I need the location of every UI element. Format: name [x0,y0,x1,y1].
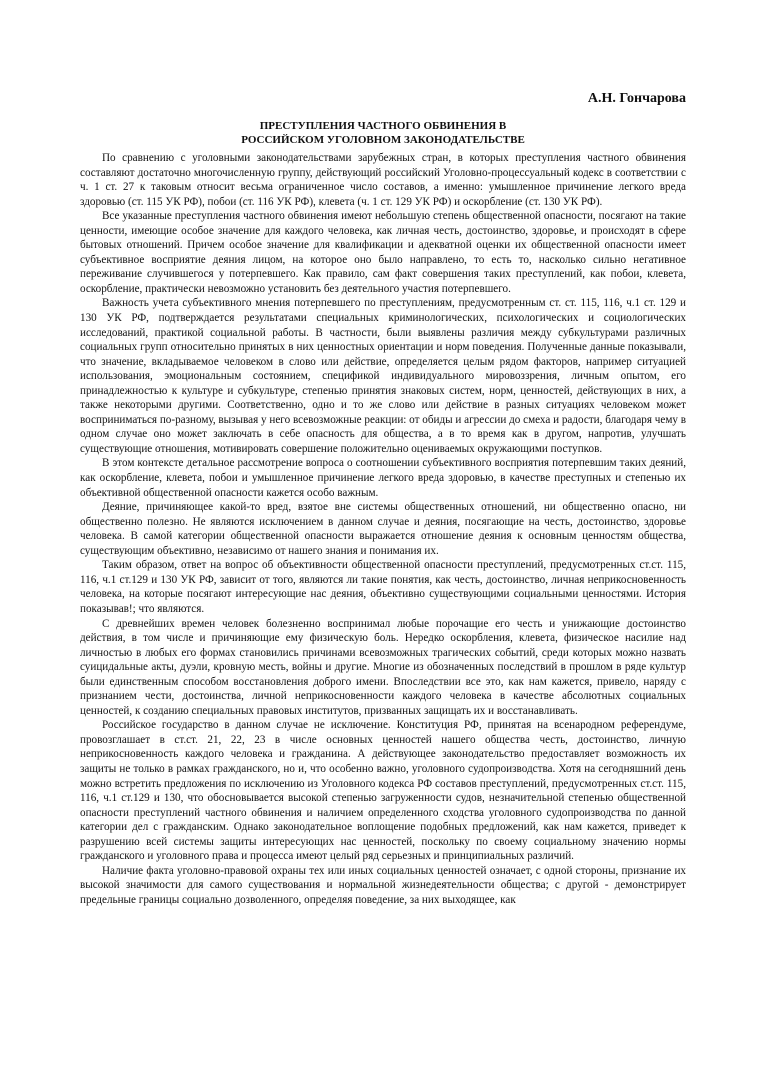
author-name: А.Н. Гончарова [587,91,686,106]
paragraph: Российское государство в данном случае не исключение. Конституция РФ, принятая на всенародном референдуме, провозглашает в ст.ст. 21, 22, 23 в числе основных ценностей нашего общества честь, достоинство, личную неприкосновенность каждого человека и гражданина. А действующее законодательство предоставляет возможность их защиты не только в рамках гражданского, но и, что особенно важно, уголовного судопроизводства. Хотя на сегодняшний день можно встретить предложения по исключению из Уголовного кодекса РФ составов преступлений, предусмотренных ст.ст. 115, 116, ч.1 ст.129 и 130, что обосновывается высокой степенью загруженности судов, незначительной степенью общественной опасности преступлений частного обвинения и наличием определенного сходства уголовного судопроизводства по данной категории дел с гражданским. Однако законодательное воплощение подобных предложений, как нам кажется, приведет к разрушению всей системы защиты интересующих нас ценностей, поскольку по своему социальному значению нормы гражданского и уголовного права и процесса имеют целый ряд серьезных и принципиальных различий. [80,719,686,863]
paragraph: В этом контексте детальное рассмотрение вопроса о соотношении субъективного восприятия потерпевшим таких деяний, как оскорбление, клевета, побои и умышленное причинение легкого вреда здоровью, в качестве преступных и степенью их объективной общественной опасности кажется особо важным. [80,457,686,499]
paragraph: Деяние, причиняющее какой-то вред, взятое вне системы общественных отношений, ни общественно опасно, ни общественно полезно. Не являются исключением в данном случае и деяния, посягающие на честь, достоинство, здоровье человека. В самой категории общественной опасности выражается отношение деяния к основным ценностям общества, существующим объективно, независимо от нашего знания и понимания их. [80,501,686,557]
document-page [80,90,686,907]
paragraph: Наличие факта уголовно-правовой охраны тех или иных социальных ценностей означает, с одной стороны, признание их высокой значимости для самого существования и нормальной жизнедеятельности общества; с другой - демонстрирует предельные границы социально дозволенного, определяя поведение, за них выходящее, как [80,864,686,906]
paragraph: Важность учета субъективного мнения потерпевшего по преступлениям, предусмотренным ст. ст. 115, 116, ч.1 ст. 129 и 130 УК РФ, подтверждается результатами специальных криминологических, психологических и социологических исследований, практикой социальной работы. В частности, были выявлены различия между субкультурами различных социальных групп относительно принятых в них ценностных ориентации и норм поведения. Полученные данные показывали, что значение, вкладываемое человеком в слово или действие, определяется целым рядом факторов, например ситуацией использования, эмоциональным состоянием, спецификой индивидуального мировоззрения, личным опытом, его принадлежностью к культуре и субкультуре, степенью принятия знаковых систем, норм, ценностей, действующих в них, а также некоторыми другими. Соответственно, одно и то же слово или действие в разных ситуациях человеком может восприниматься по-разному, вызывая у него всевозможные реакции: от обиды и агрессии до смеха и радости, благодаря чему в одном случае оно может заключать в себе опасность для общества, а в то время как в другом, напротив, улучшать существующие отношения, мотивировать совершение положительно оцениваемых окружающими поступков. [80,297,686,455]
article-body [80,151,686,907]
paragraph: Все указанные преступления частного обвинения имеют небольшую степень общественной опасности, посягают на такие ценности, имеющие особое значение для каждого человека, как личная честь, достоинство, здоровье, и происходят в сфере бытовых отношений. Причем особое значение для квалификации и адекватной оценки их общественной опасности имеет субъективное восприятие деяния лицом, на которое оно было направлено, то есть то, насколько сильно негативное переживание случившегося у потерпевшего. Как правило, сам факт совершения таких преступлений, как побои, клевета, оскорбление, практически невозможно установить без деятельного участия потерпевшего. [80,210,686,295]
paragraph: По сравнению с уголовными законодательствами зарубежных стран, в которых преступления частного обвинения составляют достаточно многочисленную группу, действующий российский Уголовно-процессуальный кодекс в соответствии с ч. 1 ст. 27 к таковым относит весьма ограниченное число составов, а именно: умышленное причинение легкого вреда здоровью (ст. 115 УК РФ), побои (ст. 116 УК РФ), клевета (ч. 1 ст. 129 УК РФ) и оскорбление (ст. 130 УК РФ). [80,152,686,208]
title-line: РОССИЙСКОМ УГОЛОВНОМ ЗАКОНОДАТЕЛЬСТВЕ [241,133,525,146]
paragraph: Таким образом, ответ на вопрос об объективности общественной опасности преступлений, предусмотренных ст.ст. 115, 116, ч.1 ст.129 и 130 УК РФ, зависит от того, являются ли такие понятия, как честь, достоинство, личная неприкосновенность человека, на которые посягают интересующие нас деяния, объективно существующими социальными ценностями. История показывав!; что являются. [80,559,686,615]
article-title [80,120,686,147]
title-line: ПРЕСТУПЛЕНИЯ ЧАСТНОГО ОБВИНЕНИЯ В [259,120,507,132]
paragraph: С древнейших времен человек болезненно воспринимал любые порочащие его честь и унижающие достоинство действия, в том числе и причиняющие ему физическую боль. Нередко оскорбления, клевета, физическое насилие над личностью в любых его формах становились причинами всевозможных трагических событий, среди которых можно назвать суицидальные акты, дуэли, кровную месть, войны и другие. Многие из обозначенных последствий в прошлом в ряде культур были единственным способом восстановления доброго имени. Впоследствии все это, как нам кажется, привело, наряду с признанием чести, достоинства, личной неприкосновенности каждого человека в качестве абсолютных социальных ценностей, к созданию специальных правовых институтов, призванных защищать их и восстанавливать. [80,617,686,717]
